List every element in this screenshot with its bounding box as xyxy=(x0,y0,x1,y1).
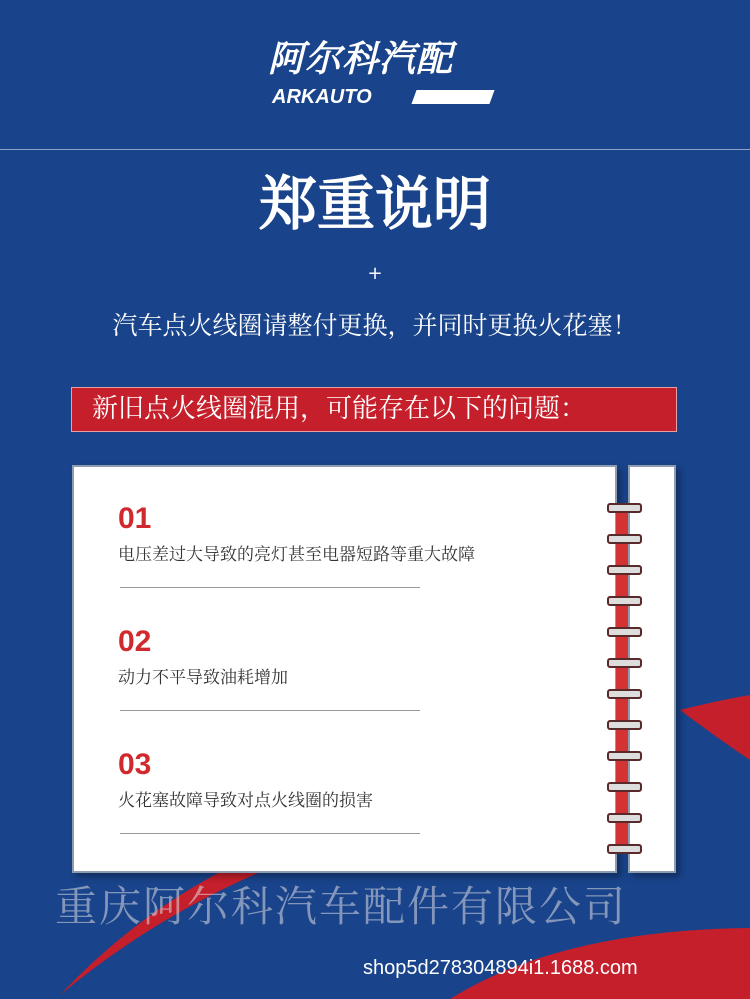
item-text: 动力不平导致油耗增加 xyxy=(118,668,288,688)
binder-ring xyxy=(607,658,642,668)
item-divider xyxy=(120,587,420,588)
binder-ring xyxy=(607,596,642,606)
page-title: 郑重说明 xyxy=(258,170,491,238)
item-divider xyxy=(120,833,420,834)
item-number: 03 xyxy=(118,748,152,781)
list-item xyxy=(118,502,475,566)
binder-ring xyxy=(607,534,642,544)
subtitle: 汽车点火线圈请整付更换，并同时更换火花塞！ xyxy=(112,311,638,340)
list-item xyxy=(118,625,288,689)
watermark: 重庆阿尔科汽车配件有限公司 xyxy=(55,882,628,931)
plus-mark: + xyxy=(367,263,383,284)
notebook-spine xyxy=(616,505,628,850)
divider xyxy=(0,149,750,150)
binder-ring xyxy=(607,720,642,730)
binder-ring xyxy=(607,565,642,575)
item-number: 01 xyxy=(118,502,152,535)
list-item xyxy=(118,748,373,812)
binder-ring xyxy=(607,782,642,792)
binder-ring xyxy=(607,813,642,823)
binder-ring xyxy=(607,503,642,513)
notebook-page-right xyxy=(628,465,676,873)
warning-banner: 新旧点火线圈混用，可能存在以下的问题： xyxy=(71,387,677,432)
item-number: 02 xyxy=(118,625,152,658)
logo-english: ARKAUTO xyxy=(272,86,372,108)
binder-ring xyxy=(607,689,642,699)
logo-chinese: 阿尔科汽配 xyxy=(268,39,454,80)
shop-url: shop5d278304894i1.1688.com xyxy=(363,957,638,979)
logo-bar xyxy=(411,90,494,104)
binder-ring xyxy=(607,844,642,854)
item-divider xyxy=(120,710,420,711)
binder-ring xyxy=(607,751,642,761)
item-text: 电压差过大导致的亮灯甚至电器短路等重大故障 xyxy=(118,545,475,565)
item-text: 火花塞故障导致对点火线圈的损害 xyxy=(118,791,373,811)
binder-ring xyxy=(607,627,642,637)
